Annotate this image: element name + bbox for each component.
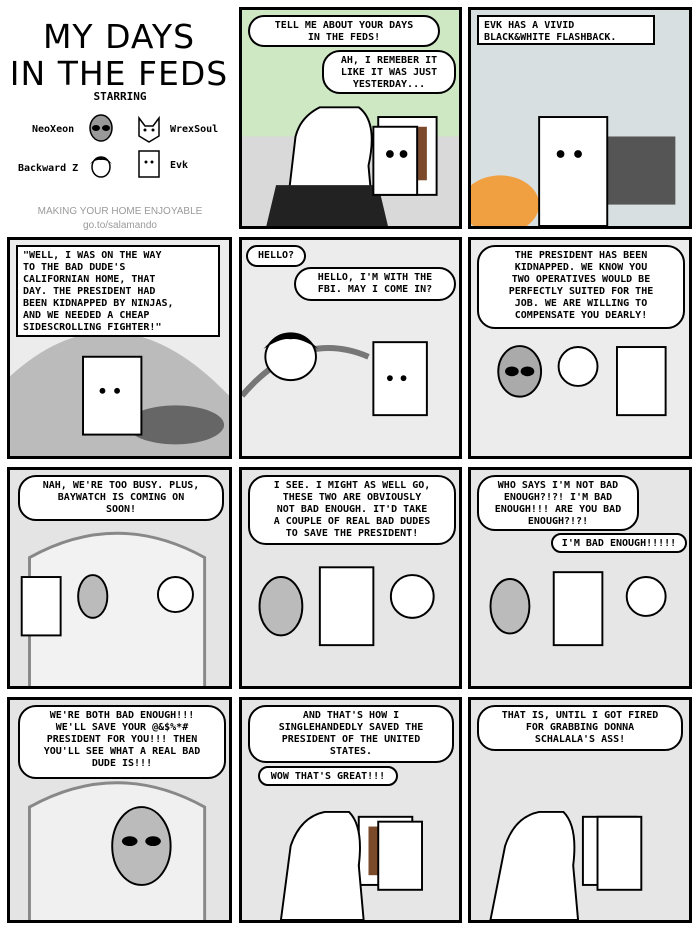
comic-title: MY DAYS IN THE FEDS	[9, 17, 229, 93]
speech-bubble: I'M BAD ENOUGH!!!!!	[551, 533, 687, 553]
speech-bubble: TELL ME ABOUT YOUR DAYS IN THE FEDS!	[248, 15, 440, 47]
caption-box: EVK HAS A VIVID BLACK&WHITE FLASHBACK.	[477, 15, 655, 45]
sponsor-line-1: MAKING YOUR HOME ENJOYABLE	[37, 206, 203, 217]
cast-backward-z: Backward Z	[18, 163, 79, 174]
paper-bag-icon	[134, 148, 164, 180]
panel-7	[239, 467, 462, 689]
panel-11	[468, 697, 692, 923]
speech-bubble: HELLO?	[246, 245, 306, 267]
boy-head-icon	[86, 150, 116, 180]
speech-bubble: THE PRESIDENT HAS BEEN KIDNAPPED. WE KNOW YOU TWO OPERATIVES WOULD BE PERFECTLY SUITED FOR THE JOB. WE ARE WILLING TO COMPENSATE YOU DEARLY!	[477, 245, 685, 329]
panel-8	[468, 467, 692, 689]
speech-bubble: THAT IS, UNTIL I GOT FIRED FOR GRABBING DONNA SCHALALA'S ASS!	[477, 705, 683, 751]
panel-4	[239, 237, 462, 459]
panel-1	[239, 7, 462, 229]
speech-bubble: AND THAT'S HOW I SINGLEHANDEDLY SAVED THE PRESIDENT OF THE UNITED STATES.	[248, 705, 454, 763]
speech-bubble: NAH, WE'RE TOO BUSY. PLUS, BAYWATCH IS COMING ON SOON!	[18, 475, 224, 521]
speech-bubble: WE'RE BOTH BAD ENOUGH!!! WE'LL SAVE YOUR @&$%*# PRESIDENT FOR YOU!!! THEN YOU'LL SEE WHAT A REAL BAD DUDE IS!!!	[18, 705, 226, 779]
cast-evk: Evk	[170, 160, 189, 171]
panel-3	[7, 237, 232, 459]
panel-6	[7, 467, 232, 689]
sponsor-line-2: go.to/salamando	[83, 220, 157, 231]
wolf-icon	[134, 114, 164, 144]
speech-bubble: WHO SAYS I'M NOT BAD ENOUGH?!?! I'M BAD ENOUGH!!! ARE YOU BAD ENOUGH?!?!	[477, 475, 639, 531]
speech-bubble: AH, I REMEBER IT LIKE IT WAS JUST YESTERDAY...	[322, 50, 456, 94]
speech-bubble: I SEE. I MIGHT AS WELL GO, THESE TWO ARE OBVIOUSLY NOT BAD ENOUGH. IT'D TAKE A COUPLE OF REAL BAD DUDES TO SAVE THE PRESIDENT!	[248, 475, 456, 545]
panel-5	[468, 237, 692, 459]
speech-bubble: HELLO, I'M WITH THE FBI. MAY I COME IN?	[294, 267, 456, 301]
panel-10	[239, 697, 462, 923]
cast-neoxeon: NeoXeon	[32, 124, 75, 135]
alien-icon	[86, 114, 116, 144]
starring-label: STARRING	[93, 90, 147, 103]
cast-wrexsoul: WrexSoul	[170, 124, 219, 135]
panel-9	[7, 697, 232, 923]
speech-bubble: WOW THAT'S GREAT!!!	[258, 766, 398, 786]
panel-2	[468, 7, 692, 229]
caption-box: "WELL, I WAS ON THE WAY TO THE BAD DUDE'S CALIFORNIAN HOME, THAT DAY. THE PRESIDENT HAD BEEN KIDNAPPED BY NINJAS, AND WE NEEDED A CHEAP SIDESCROLLING FIGHTER!"	[16, 245, 220, 337]
